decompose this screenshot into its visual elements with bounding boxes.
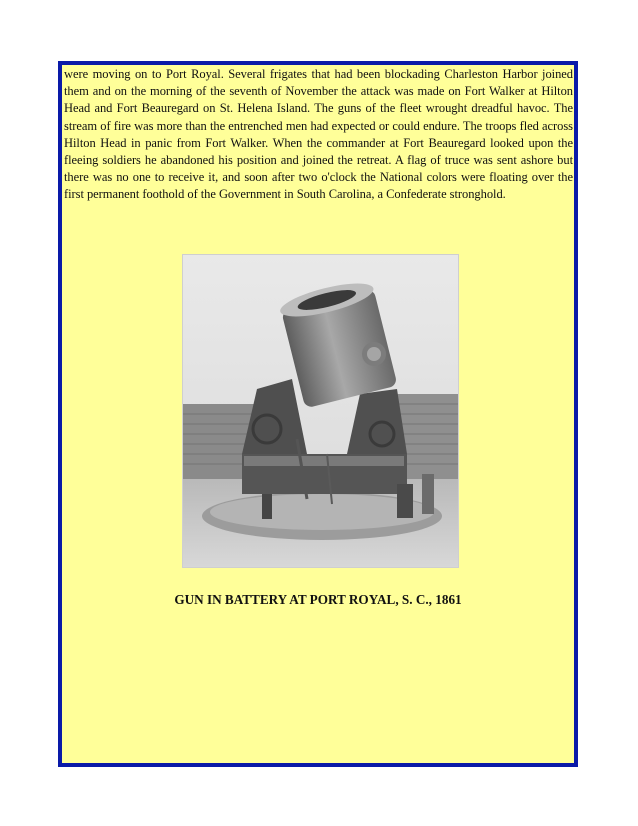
body-paragraph: were moving on to Port Royal. Several frigates that had been blockading Charleston Harbor joined them and on the morning of the seventh of November the attack was made on Fort Walker at Hilton Head and Fort Beauregard on St. Helena Island. The guns of the fleet wrought dreadful havoc. The stream of fire was more than the entrenched men had expected or could endure. The troops fled across Hilton Head in panic from Fort Walker. When the commander at Fort Beauregard looked upon the fleeing soldiers he abandoned his position and joined the retreat. A flag of truce was sent ashore but there was no one to receive it, and soon after two o'clock the National colors were floating over the first permanent foothold of the Government in South Carolina, a Confederate stronghold. (64, 67, 573, 202)
photo-caption: GUN IN BATTERY AT PORT ROYAL, S. C., 1861 (174, 592, 462, 607)
cannon-photograph (182, 254, 459, 568)
cannon-photograph-image (182, 254, 459, 568)
page-frame (58, 61, 578, 767)
